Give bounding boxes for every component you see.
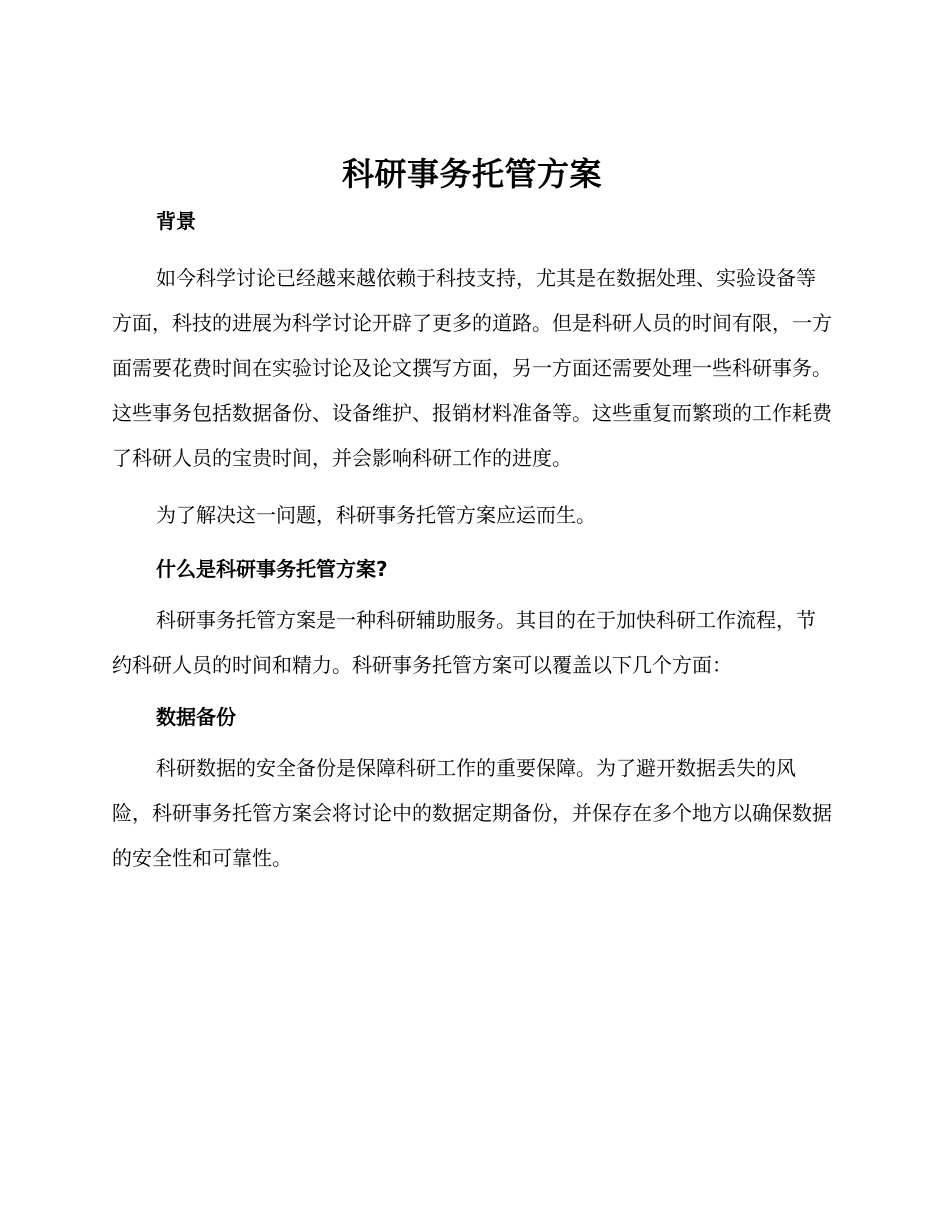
section-heading-background: 背景 bbox=[156, 209, 196, 233]
document-body bbox=[112, 148, 832, 881]
section-heading-what-is: 什么是科研事务托管方案? bbox=[156, 557, 388, 581]
section-heading-data-backup: 数据备份 bbox=[156, 705, 236, 729]
paragraph-solution-intro: 为了解决这一问题，科研事务托管方案应运而生。 bbox=[156, 503, 596, 527]
paragraph-what-is: 科研事务托管方案是一种科研辅助服务。其目的在于加快科研工作流程，节约科研人员的时间和精力。科研事务托管方案可以覆盖以下几个方面： bbox=[112, 608, 816, 677]
document-title: 科研事务托管方案 bbox=[341, 155, 602, 193]
paragraph-background: 如今科学讨论已经越来越依赖于科技支持，尤其是在数据处理、实验设备等方面，科技的进展为科学讨论开辟了更多的道路。但是科研人员的时间有限，一方面需要花费时间在实验讨论及论文撰写方面，另一方面还需要处理一些科研事务。这些事务包括数据备份、设备维护、报销材料准备等。这些重复而繁琐的工作耗费了科研人员的宝贵时间，并会影响科研工作的进度。 bbox=[112, 266, 832, 470]
paragraph-data-backup: 科研数据的安全备份是保障科研工作的重要保障。为了避开数据丢失的风险，科研事务托管方案会将讨论中的数据定期备份，并保存在多个地方以确保数据的安全性和可靠性。 bbox=[112, 756, 832, 870]
